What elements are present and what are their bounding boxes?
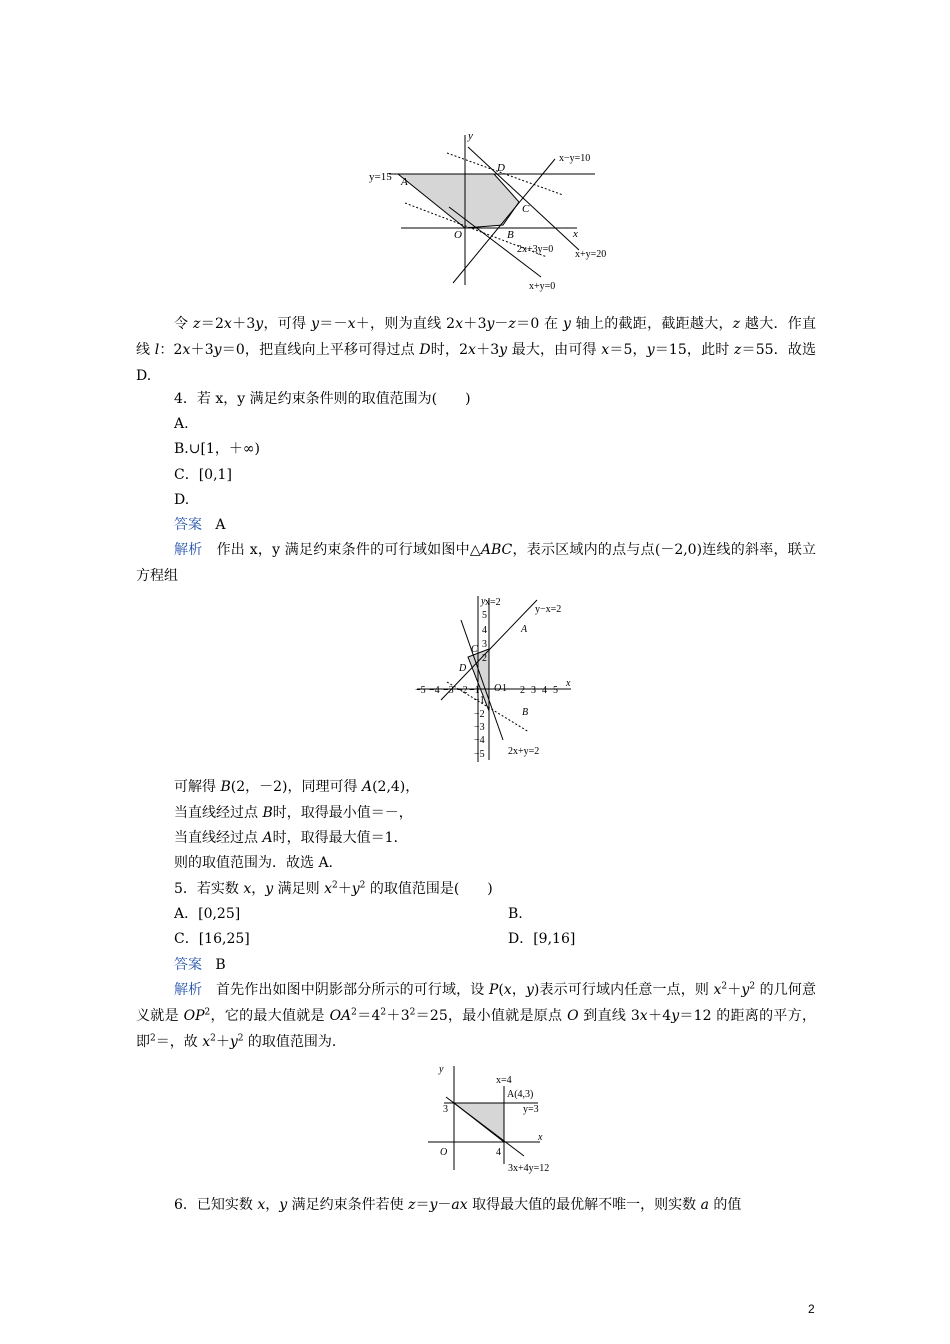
label-x-plus-y20: x+y=20 (575, 249, 607, 260)
x-tick: −5 (415, 685, 426, 696)
question-5: 5．若实数 x，y 满足则 $x^2+y^2$ 的取值范围是( ) (174, 880, 493, 897)
label-x: x (573, 228, 578, 240)
y-tick: 2 (482, 653, 487, 664)
solution-4-line-3: 当直线经过点 A时，取得最大值＝1. (174, 830, 398, 846)
label-y3: y=3 (523, 1104, 539, 1115)
y-tick: −2 (474, 709, 485, 720)
x-tick: −4 (429, 685, 440, 696)
x-tick: 4 (542, 685, 547, 696)
explanation-4: 解析 作出 x，y 满足约束条件的可行域如图中△ABC，表示区域内的点与点(－2,0)连线的斜率，联立方程组 (136, 542, 816, 584)
explanation-5: 解析 首先作出如图中阴影部分所示的可行域，设 P(x，y)表示可行域内任意一点，则 $x^2+y^2$ 的几何意义就是 $OP^2$，它的最大值就是 $OA^2=4^2+3^2=25$，最小值就是原点 O 到直线 3x＋4y＝12 的距离的平方，即$^2$＝，故 $x^2+y^2$ 的取值范围为． (136, 981, 817, 1050)
label-B: B (522, 707, 529, 718)
y-tick: −1 (474, 695, 485, 706)
q5-option-a: A．[0,25] (174, 906, 241, 922)
answer-5: 答案 B (174, 957, 226, 973)
label-x2: x=2 (485, 597, 501, 608)
q5-option-b: B. (508, 906, 523, 922)
y-tick: 5 (482, 610, 487, 621)
label-A: A(4,3) (507, 1089, 534, 1100)
x-tick: −3 (443, 685, 454, 696)
x-tick: 5 (553, 685, 558, 696)
label-4: 4 (496, 1147, 501, 1158)
label-O: O (494, 683, 502, 694)
label-3x4y12: 3x+4y=12 (508, 1163, 550, 1174)
label-y: y (481, 596, 486, 607)
label-C: C (471, 644, 478, 655)
y-tick: 4 (482, 625, 487, 636)
q5-option-c: C．[16,25] (174, 931, 250, 947)
figure-3-feasible-region (420, 1060, 570, 1180)
x-tick: −1 (469, 685, 480, 696)
label-D: D (497, 162, 505, 174)
answer-4: 答案 A (174, 517, 226, 533)
q4-option-c: C．[0,1] (174, 467, 232, 483)
q4-option-a: A. (174, 416, 189, 432)
y-tick: −3 (474, 722, 485, 733)
shaded-region (398, 174, 519, 228)
q4-option-b: B.∪[1，＋∞) (174, 441, 260, 457)
label-C: C (522, 203, 530, 215)
y-tick: −4 (474, 735, 485, 746)
solution-3-text: 令 z＝2x＋3y，可得 y＝－x＋，则为直线 2x＋3y－z＝0 在 y 轴上的截距，截距越大，z 越大．作直线 l：2x＋3y＝0，把直线向上平移可得过点 D时，2x＋3y 最大，由可得 x＝5，y＝15，此时 z＝55．故选 D. (136, 316, 817, 384)
label-O: O (454, 229, 462, 241)
label-2x-plus-y2: 2x+y=2 (508, 746, 540, 757)
x-tick: 2 (520, 685, 525, 696)
label-y15: y=15 (369, 171, 392, 183)
solution-4-line-1: 可解得 B(2，－2)，同理可得 A(2,4)， (174, 779, 420, 795)
question-4: 4．若 x，y 满足约束条件则的取值范围为( ) (174, 391, 471, 407)
page-number: 2 (808, 1302, 815, 1316)
label-y-minus-x2: y−x=2 (535, 604, 562, 615)
label-D: D (459, 663, 467, 674)
x-tick: 3 (531, 685, 536, 696)
label-x-minus-y10: x−y=10 (559, 153, 591, 164)
q5-option-d: D．[9,16] (508, 931, 576, 947)
q4-option-d: D. (174, 492, 190, 508)
solution-4-line-4: 则的取值范围为．故选 A. (174, 855, 334, 871)
label-x: x (538, 1132, 543, 1143)
y-tick: 3 (482, 639, 487, 650)
figure-1-feasible-region (365, 125, 627, 295)
label-x4: x=4 (496, 1075, 512, 1086)
question-6: 6．已知实数 x，y 满足约束条件若使 z＝y－ax 取得最大值的最优解不唯一，则实数 a 的值 (174, 1197, 742, 1213)
label-y: y (468, 130, 473, 142)
x-tick: −2 (457, 685, 468, 696)
label-A: A (521, 624, 528, 635)
label-x: x (566, 678, 571, 689)
label-B: B (507, 229, 514, 241)
label-x-plus-y0: x+y=0 (529, 281, 556, 292)
label-3: 3 (443, 1104, 448, 1115)
label-one: 1 (502, 683, 507, 694)
label-y: y (439, 1064, 444, 1075)
label-2x3y0: 2x+3y=0 (517, 244, 554, 255)
label-A: A (401, 176, 408, 188)
solution-4-line-2: 当直线经过点 B时，取得最小值＝－， (174, 805, 413, 821)
label-O: O (440, 1147, 448, 1158)
y-tick: −5 (474, 749, 485, 760)
figure-2-triangle-abc (403, 590, 586, 773)
